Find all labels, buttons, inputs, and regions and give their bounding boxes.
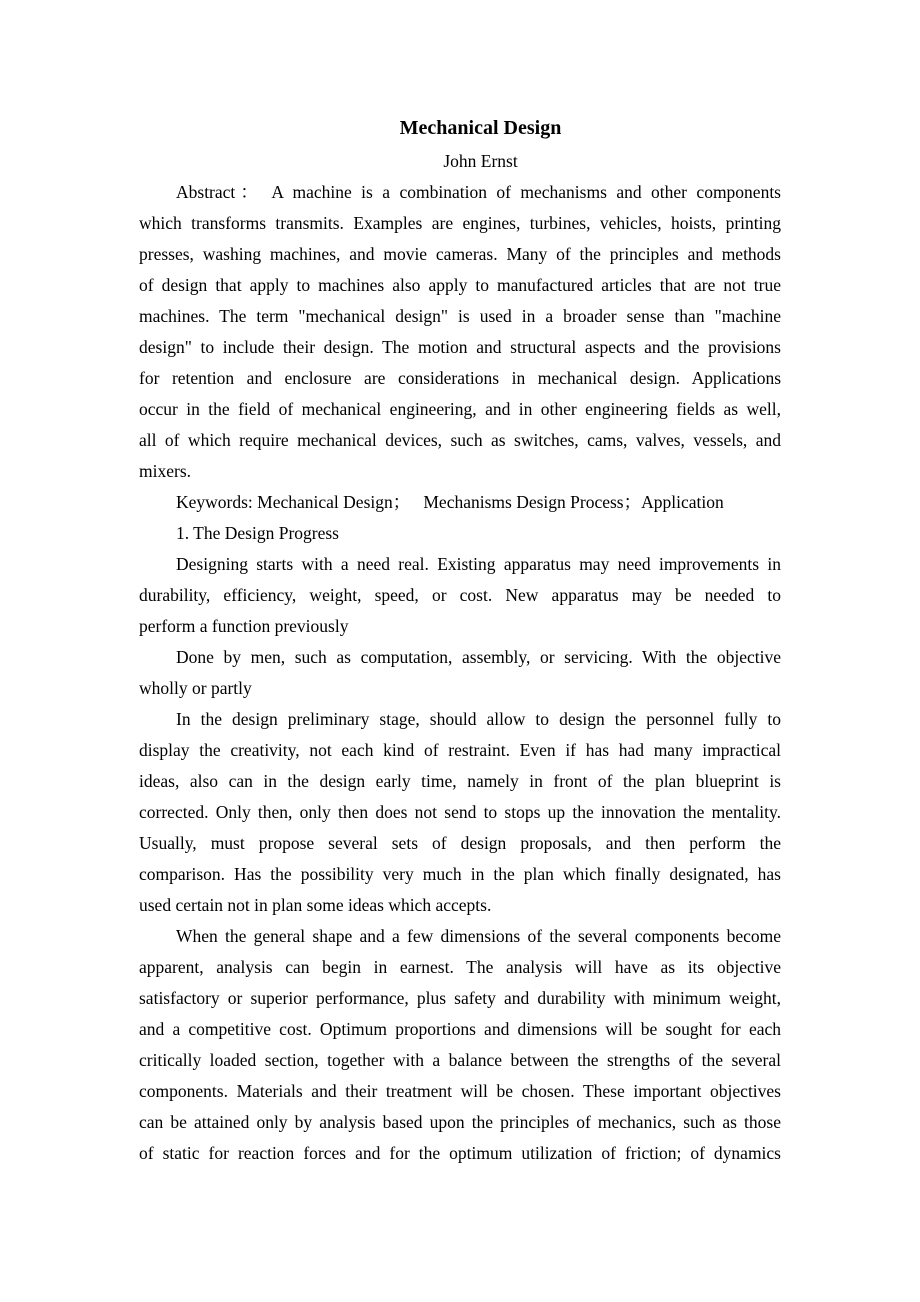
paragraph-line: corrected. Only then, only then does not send to stops up the innovation the mentality. [139, 802, 781, 822]
document-title: Mechanical Design [399, 117, 562, 139]
paragraph-line: of static for reaction forces and for the optimum utilization of friction; of dynamics [139, 1143, 781, 1163]
paragraph-line: comparison. Has the possibility very much in the plan which finally designated, has [139, 864, 781, 884]
abstract-line: occur in the field of mechanical engineering, and in other engineering fields as well, [139, 399, 781, 419]
paragraph-line: used certain not in plan some ideas which accepts. [139, 895, 492, 915]
paragraph-line: critically loaded section, together with a balance between the strengths of the several [139, 1050, 781, 1070]
paragraph-line: Done by men, such as computation, assembly, or servicing. With the objective [176, 647, 781, 667]
abstract-line: mixers. [139, 461, 192, 481]
paragraph [139, 921, 781, 1169]
paragraph-line: ideas, also can in the design early time, namely in front of the plan blueprint is [139, 771, 781, 791]
abstract-line: machines. The term "mechanical design" is used in a broader sense than "machine [139, 306, 781, 326]
paragraph [139, 549, 781, 642]
paragraph-line: durability, efficiency, weight, speed, or cost. New apparatus may be needed to [139, 585, 781, 605]
paragraph [139, 704, 781, 921]
paragraph-line: display the creativity, not each kind of restraint. Even if has had many impractical [139, 740, 781, 760]
abstract-line: all of which require mechanical devices, such as switches, cams, valves, vessels, and [139, 430, 781, 450]
paragraph-line: Usually, must propose several sets of design proposals, and then perform the [139, 833, 781, 853]
paragraph-line: When the general shape and a few dimensions of the several components become [176, 926, 781, 946]
paragraph [139, 642, 781, 704]
paragraph-line: components. Materials and their treatment will be chosen. These important objectives [139, 1081, 781, 1101]
abstract-line: of design that apply to machines also apply to manufactured articles that are not true [139, 275, 781, 295]
abstract-line: Abstract： A machine is a combination of mechanisms and other components [176, 182, 781, 202]
document-body [139, 177, 781, 1169]
paragraph-line: wholly or partly [139, 678, 252, 698]
paragraph-line: apparent, analysis can begin in earnest. The analysis will have as its objective [139, 957, 781, 977]
abstract-line: for retention and enclosure are considerations in mechanical design. Applications [139, 368, 781, 388]
abstract-line: which transforms transmits. Examples are engines, turbines, vehicles, hoists, printing [139, 213, 781, 233]
abstract-line: presses, washing machines, and movie cameras. Many of the principles and methods [139, 244, 781, 264]
author-name: John Ernst [443, 151, 518, 171]
keywords: Keywords: Mechanical Design； Mechanisms Design Process；Application [176, 492, 724, 512]
paragraph-line: and a competitive cost. Optimum proportions and dimensions will be sought for each [139, 1019, 781, 1039]
abstract-line: design" to include their design. The motion and structural aspects and the provisions [139, 337, 781, 357]
paragraph-line: can be attained only by analysis based upon the principles of mechanics, such as those [139, 1112, 781, 1132]
paragraph-line: perform a function previously [139, 616, 349, 636]
paragraph-line: In the design preliminary stage, should allow to design the personnel fully to [176, 709, 781, 729]
paragraph-line: Designing starts with a need real. Existing apparatus may need improvements in [176, 554, 781, 574]
paragraph-line: satisfactory or superior performance, plus safety and durability with minimum weight, [139, 988, 781, 1008]
section-heading: 1. The Design Progress [176, 523, 339, 543]
abstract [139, 177, 781, 487]
